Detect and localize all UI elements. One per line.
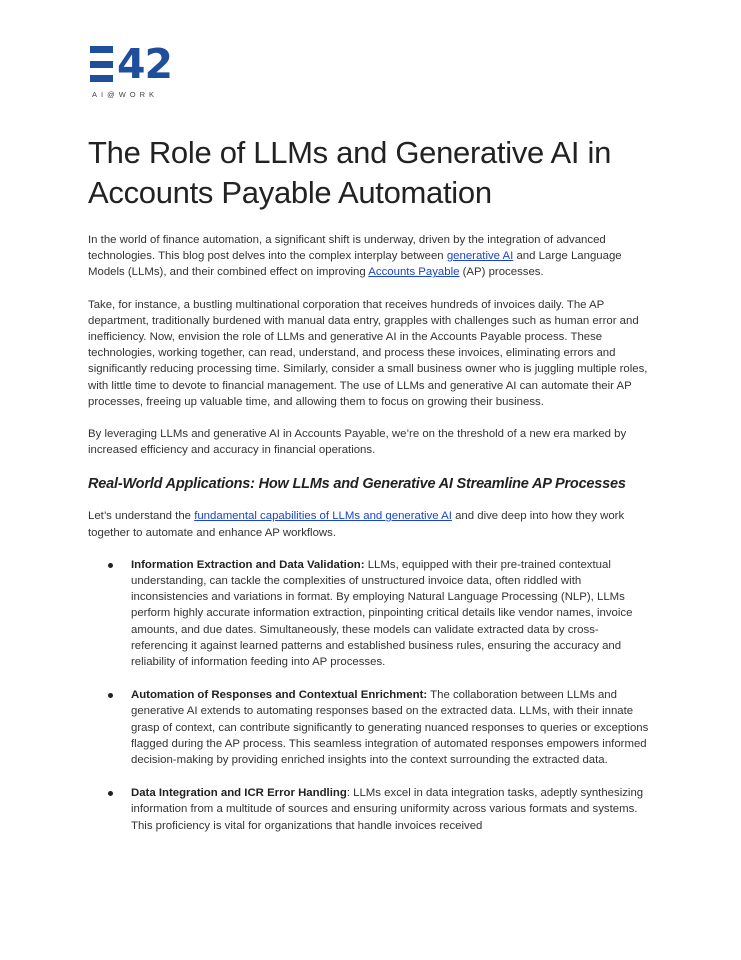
logo-tagline: AI@WORK [92,90,159,99]
accounts-payable-link[interactable]: Accounts Payable [368,266,460,279]
list-item-text: LLMs, equipped with their pre-trained contextual understanding, can tackle the complexities of unstructured invoice data, often riddled with inconsistencies and variations in format. By employing Natural Language Processing (NLP), LLMs perform highly accurate information extraction, pinpointing critical details like vendor names, invoice amounts, and due dates. Simultaneously, these models can validate extracted data by cross-referencing it against learned patterns and established business rules, ensuring the accuracy and reliability of information feeding into AP processes. [131,558,633,669]
section-heading: Real-World Applications: How LLMs and Generative AI Streamline AP Processes [88,476,626,493]
bullet-icon [108,563,113,568]
fundamental-capabilities-link[interactable]: fundamental capabilities of LLMs and generative AI [194,510,452,523]
intro-text-3: (AP) processes. [459,266,544,279]
intro-paragraph [88,232,654,281]
article-body [88,232,654,851]
lead-text-2: and dive deep into how they work together to automate and enhance AP workflows. [88,510,625,539]
summary-paragraph: By leveraging LLMs and generative AI in Accounts Payable, we’re on the threshold of a new era marked by increased efficiency and accuracy in financial operations. [88,428,627,457]
logo-number: 42 [117,40,173,88]
list-item [88,557,654,670]
e42-logo [90,40,190,104]
example-paragraph: Take, for instance, a bustling multinational corporation that receives hundreds of invoices daily. The AP department, traditionally burdened with manual data entry, grapples with challenges such as human error and inefficiency. Now, envision the role of LLMs and generative AI in the Accounts Payable process. These technologies, working together, can read, understand, and process these invoices, eliminating errors and significantly reducing processing time. Similarly, consider a small business owner who is juggling multiple roles, with little time to devote to financial management. The use of LLMs and generative AI can automate their AP processes, freeing up valuable time, and allowing them to focus on growing their business. [88,298,648,408]
list-item [88,687,654,768]
intro-text-2: and Large Language Models (LLMs), and their combined effect on improving [88,250,622,279]
list-item-title: Information Extraction and Data Validation: [131,558,365,571]
list-item-title: Data Integration and ICR Error Handling [131,787,347,800]
section-lead-paragraph [88,508,654,540]
bullet-icon [108,791,113,796]
article-title: The Role of LLMs and Generative AI in Accounts Payable Automation [88,135,612,210]
list-item [88,785,654,834]
generative-ai-link[interactable]: generative AI [446,250,514,263]
intro-text-1: In the world of finance automation, a significant shift is underway, driven by the integration of advanced technologies. This blog post delves into the complex interplay between [88,234,606,263]
list-item-text: : LLMs excel in data integration tasks, adeptly synthesizing information from a multitude of sources and ensuring uniformity across various formats and systems. This proficiency is vital for organizations that handle invoices received [131,787,644,832]
bullet-icon [108,693,113,698]
logo-mark [90,40,190,88]
list-item-title: Automation of Responses and Contextual Enrichment: [131,689,428,702]
list-item-text: The collaboration between LLMs and generative AI extends to automating responses based on the extracted data. LLMs, with their innate grasp of context, can contribute significantly to generating nuanced responses to queries or exceptions flagged during the AP process. This seamless integration of automated responses empowers informed decision-making by providing enriched insights into the context surrounding the extracted data. [131,689,649,767]
logo-e-icon [90,46,113,82]
lead-text-1: Let’s understand the [88,510,195,523]
applications-list [88,557,654,834]
